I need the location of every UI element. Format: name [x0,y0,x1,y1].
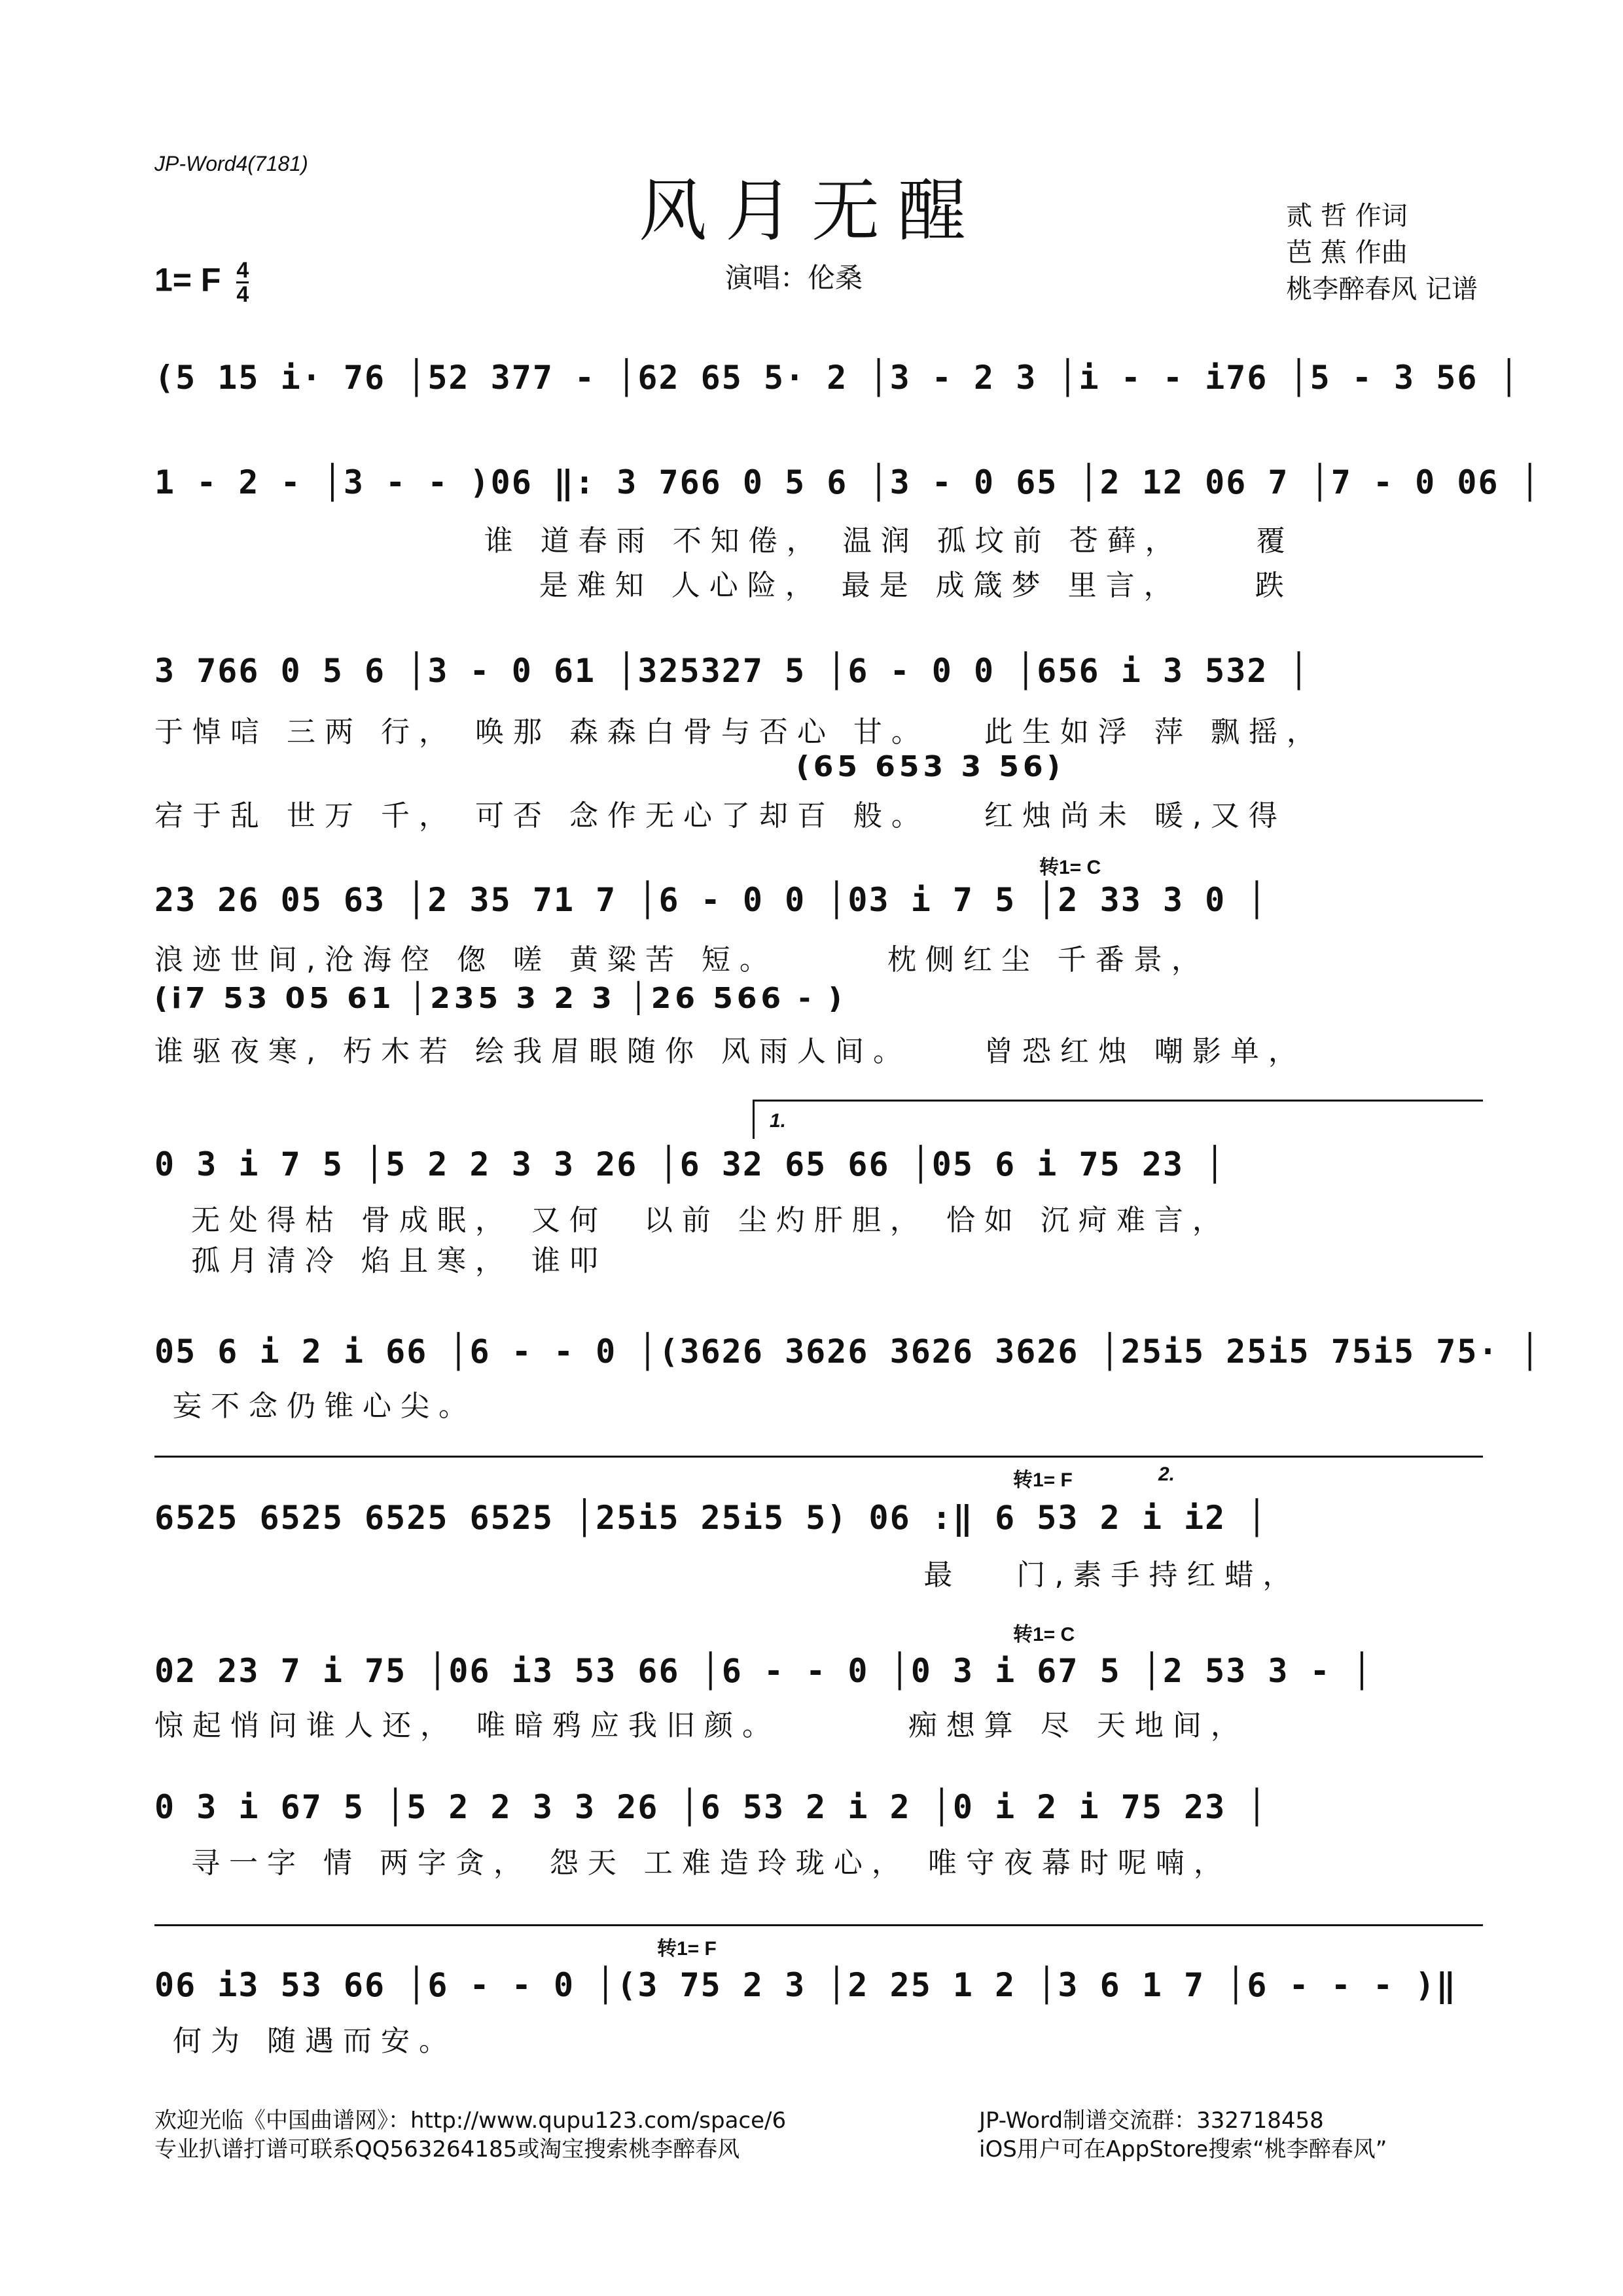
time-top: 4 [236,258,249,283]
lyric-row-3-verse-2: 宕于乱 世万 千， 可否 念作无心了却百 般。 红烛尚未 暖,又得 [154,799,1287,833]
footer-group: JP-Word制谱交流群：332718458 [979,2108,1324,2134]
score-row-3: 3 766 0 5 6 │3 - 0 61 │325327 5 │6 - 0 0 │656 i 3 532 │ [154,652,1310,690]
interlude-row-3: (65 653 3 56) [154,750,1064,783]
score-row-4: 23 26 05 63 │2 35 71 7 │6 - 0 0 │03 i 7 5 │2 33 3 0 │ [154,881,1268,919]
lyric-row-3-verse-1: 于悼唁 三两 行， 唤那 森森白骨与否心 甘。 此生如浮 萍 飘摇， [154,715,1325,749]
volta-bracket [753,1100,1483,1102]
score-row-8: 02 23 7 i 75 │06 i3 53 66 │6 - - 0 │0 3 i 67 5 │2 53 3 - │ [154,1652,1373,1690]
footer-app: iOS用户可在AppStore搜索“桃李醉春风” [979,2136,1387,2162]
score-row-5: 0 3 i 7 5 │5 2 2 3 3 26 │6 32 65 66 │05 6 i 75 23 │ [154,1145,1226,1183]
lyric-row-5-verse-1: 无处得枯 骨成眠， 又何 以前 尘灼肝胆， 恰如 沉疴难言， [154,1204,1230,1237]
lyric-row-5-verse-2: 孤月清冷 焰且寒， 谁叩 [154,1244,607,1278]
singer-credit: 演唱：伦桑 [725,262,863,294]
key-signature [154,259,249,306]
composer-credit: 芭 蕉 作曲 [1286,238,1408,268]
score-row-6: 05 6 i 2 i 66 │6 - - 0 │(3626 3626 3626 3626 │25i5 25i5 75i5 75· │ [154,1333,1541,1371]
software-tag: JP-Word4(7181) [154,152,308,175]
modulation-mark: 转1= C [1039,857,1101,878]
beam-line [154,1924,1483,1926]
lyric-row-8-verse-1: 惊起悄问谁人还， 唯暗鸦应我旧颜。 痴想算 尽 天地间， [154,1709,1249,1742]
volta-number: 1. [770,1110,787,1132]
lyric-row-2-verse-2: 是难知 人心险， 最是 成箴梦 里言， 跌 [154,569,1293,602]
lyric-row-4-verse-1: 浪迹世间,沧海倥 偬 嗟 黄粱苦 短。 枕侧红尘 千番景， [154,943,1209,977]
key-label: 1= F [154,261,221,298]
time-signature [236,259,249,306]
modulation-mark: 转1= C [1013,1624,1075,1645]
volta-number: 2. [1158,1463,1175,1485]
footer-contact: 专业扒谱打谱可联系QQ563264185或淘宝搜索桃李醉春风 [154,2136,740,2162]
volta-bracket-edge [753,1100,755,1139]
credits [1286,198,1478,308]
lyric-row-4-verse-2: 谁驱夜寒, 朽木若 绘我眉眼随你 风雨人间。 曾恐红烛 嘲影单， [154,1035,1306,1068]
interlude-row-4: (i7 53 05 61 │235 3 2 3 │26 566 - ) [154,982,846,1015]
score-row-10: 06 i3 53 66 │6 - - 0 │(3 75 2 3 │2 25 1 2 │3 6 1 7 │6 - - - )‖ [154,1966,1457,2004]
lyric-row-7-verse-1: 最 门,素手持红蜡， [154,1558,1301,1592]
time-bottom: 4 [236,282,249,307]
lyric-row-2-verse-1: 谁 道春雨 不知倦， 温润 孤坟前 苍藓， 覆 [154,524,1294,558]
score-row-7: 6525 6525 6525 6525 │25i5 25i5 5) 06 :‖ 6 53 2 i i2 │ [154,1499,1268,1537]
score-row-1: (5 15 i· 76 │52 377 - │62 65 5· 2 │3 - 2 3 │i - - i76 │5 - 3 56 │ [154,359,1520,397]
beam-line [154,1456,1483,1458]
lyric-row-9-verse-1: 寻一字 情 两字贪， 怨天 工难造玲珑心， 唯守夜幕时呢喃， [154,1846,1232,1880]
modulation-mark: 转1= F [1013,1469,1073,1491]
score-row-2: 1 - 2 - │3 - - )06 ‖: 3 766 0 5 6 │3 - 0 65 │2 12 06 7 │7 - 0 06 │ [154,463,1541,501]
lyric-row-10-verse-1: 何为 随遇而安。 [154,2024,457,2058]
transcriber-credit: 桃李醉春风 记谱 [1286,274,1478,304]
footer-website: 欢迎光临《中国曲谱网》：http://www.qupu123.com/space/6 [154,2108,787,2134]
lyric-row-6-verse-1: 妄不念仍锥心尖。 [154,1390,476,1423]
lyricist-credit: 贰 哲 作词 [1286,201,1408,231]
page-title: 风月无醒 [638,171,984,251]
score-row-9: 0 3 i 67 5 │5 2 2 3 3 26 │6 53 2 i 2 │0 i 2 i 75 23 │ [154,1788,1268,1826]
modulation-mark: 转1= F [657,1938,717,1960]
